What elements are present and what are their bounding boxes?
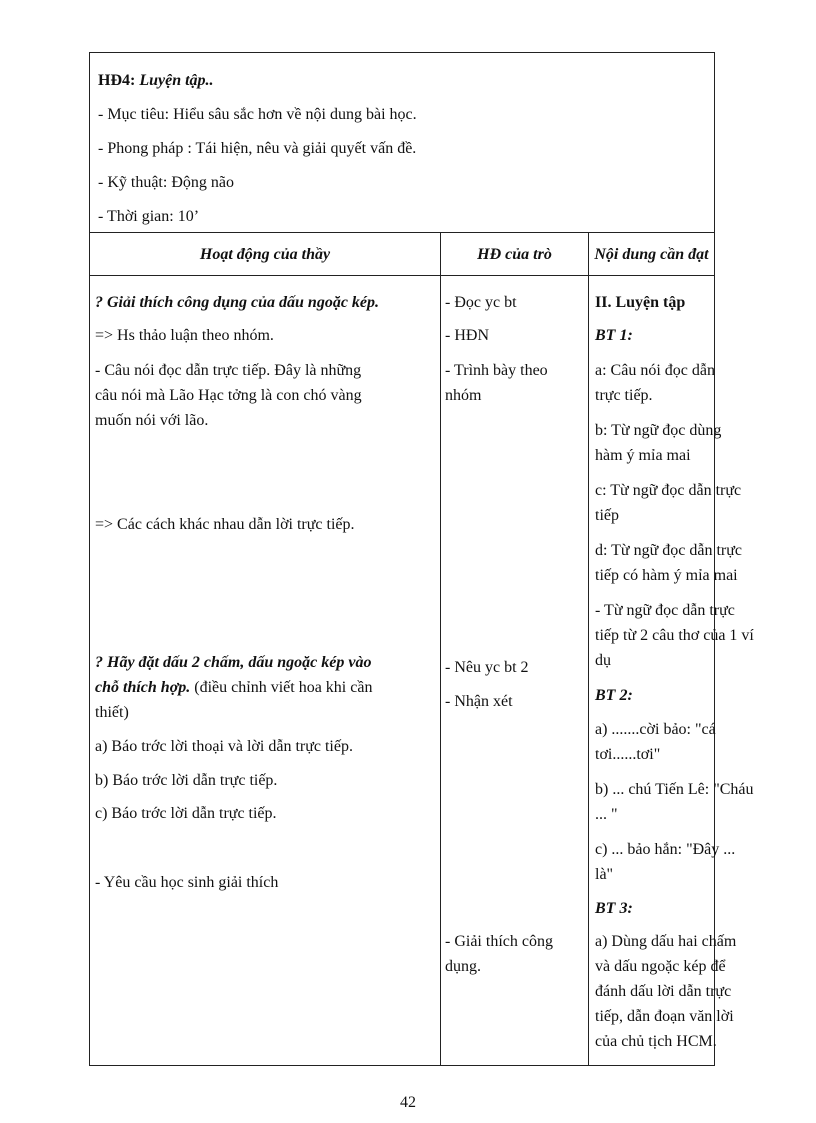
content-line: a) .......cời bảo: "cá bbox=[595, 721, 716, 738]
teacher-line: => Các cách khác nhau dẫn lời trực tiếp. bbox=[95, 516, 355, 533]
column-divider bbox=[440, 233, 441, 1065]
student-line: - Nêu yc bt 2 bbox=[445, 659, 529, 676]
teacher-line: muốn nói với lão. bbox=[95, 412, 209, 429]
section-title: II. Luyện tập bbox=[595, 294, 686, 311]
content-line: đánh dấu lời dẫn trực bbox=[595, 983, 732, 1000]
student-line: - Đọc yc bt bbox=[445, 294, 517, 311]
teacher-question-1: ? Giải thích công dụng của dấu ngoặc kép. bbox=[95, 294, 380, 311]
exercise-3-title: BT 3: bbox=[595, 900, 633, 917]
teacher-item-a: a) Báo trớc lời thoại và lời dẫn trực tiếp. bbox=[95, 738, 353, 755]
content-line: dụ bbox=[595, 652, 611, 669]
content-line: a) Dùng dấu hai chấm bbox=[595, 933, 737, 950]
teacher-line: thiết) bbox=[95, 704, 129, 721]
content-line: a: Câu nói đọc dẫn bbox=[595, 362, 715, 379]
exercise-1-title: BT 1: bbox=[595, 327, 633, 344]
question-emphasis: chỗ thích hợp. bbox=[95, 679, 191, 696]
teacher-item-b: b) Báo trớc lời dẫn trực tiếp. bbox=[95, 772, 278, 789]
header-content: Nội dung cần đạt bbox=[594, 246, 709, 263]
time-line: - Thời gian: 10’ bbox=[98, 208, 200, 225]
content-line: tơi......tơi" bbox=[595, 746, 661, 763]
objective-line: - Mục tiêu: Hiểu sâu sắc hơn về nội dung bài học. bbox=[98, 106, 417, 123]
page-number: 42 bbox=[400, 1094, 416, 1111]
content-line: tiếp từ 2 câu thơ của 1 ví bbox=[595, 627, 754, 644]
content-line: b: Từ ngữ đọc dùng bbox=[595, 422, 722, 439]
teacher-question-2: ? Hãy đặt dấu 2 chấm, dấu ngoặc kép vào bbox=[95, 654, 372, 671]
activity-header-block bbox=[90, 53, 714, 233]
content-line: c) ... bảo hắn: "Đây ... bbox=[595, 841, 736, 858]
activity-label: HĐ4: bbox=[98, 72, 136, 89]
content-line: trực tiếp. bbox=[595, 387, 653, 404]
content-line: ... " bbox=[595, 806, 618, 823]
exercise-2-title: BT 2: bbox=[595, 687, 633, 704]
method-line: - Phong pháp : Tái hiện, nêu và giải quyết vấn đề. bbox=[98, 140, 417, 157]
student-line: - Nhận xét bbox=[445, 693, 513, 710]
activity-name: Luyện tập.. bbox=[139, 72, 214, 89]
student-line: dụng. bbox=[445, 958, 481, 975]
content-line: là" bbox=[595, 866, 614, 883]
teacher-item-c: c) Báo trớc lời dẫn trực tiếp. bbox=[95, 805, 277, 822]
teacher-line: câu nói mà Lão Hạc tởng là con chó vàng bbox=[95, 387, 362, 404]
student-line: - Giải thích công bbox=[445, 933, 553, 950]
content-line: tiếp, dẫn đoạn văn lời bbox=[595, 1008, 734, 1025]
content-line: và dấu ngoặc kép để bbox=[595, 958, 726, 975]
technique-line: - Kỹ thuật: Động não bbox=[98, 174, 234, 191]
content-line: d: Từ ngữ đọc dẫn trực bbox=[595, 542, 743, 559]
student-line: - Trình bày theo bbox=[445, 362, 548, 379]
header-student: HĐ của trò bbox=[477, 246, 552, 263]
column-divider bbox=[588, 233, 589, 1065]
content-line: c: Từ ngữ đọc dẫn trực bbox=[595, 482, 742, 499]
teacher-line: - Câu nói đọc dẫn trực tiếp. Đây là những bbox=[95, 362, 362, 379]
content-line: b) ... chú Tiến Lê: "Cháu bbox=[595, 781, 754, 798]
content-line: của chủ tịch HCM. bbox=[595, 1033, 717, 1050]
teacher-line: - Yêu cầu học sinh giải thích bbox=[95, 874, 279, 891]
activity-title bbox=[98, 71, 214, 91]
student-line: - HĐN bbox=[445, 327, 489, 344]
lesson-table bbox=[89, 52, 754, 1066]
content-line: tiếp bbox=[595, 507, 619, 524]
teacher-question-2-cont bbox=[95, 675, 372, 700]
content-line: hàm ý mỉa mai bbox=[595, 447, 691, 464]
student-line: nhóm bbox=[445, 387, 482, 404]
content-line: - Từ ngữ đọc dẫn trực bbox=[595, 602, 735, 619]
teacher-line: => Hs thảo luận theo nhóm. bbox=[95, 327, 274, 344]
header-row-divider bbox=[90, 275, 714, 276]
question-note: (điều chỉnh viết hoa khi cần bbox=[190, 679, 373, 696]
header-teacher: Hoạt động của thầy bbox=[199, 246, 331, 263]
content-line: tiếp có hàm ý mỉa mai bbox=[595, 567, 738, 584]
